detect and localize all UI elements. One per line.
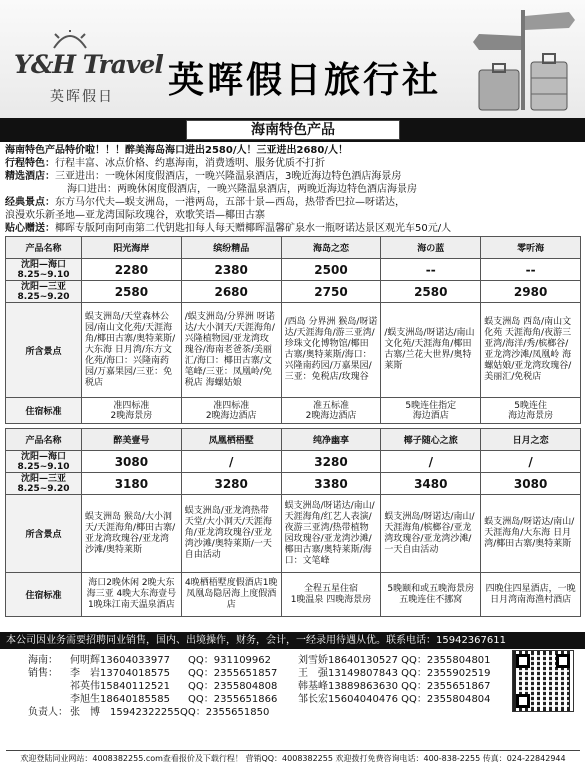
header-cell: 产品名称 (6, 429, 82, 451)
list-item (28, 680, 491, 693)
price-cell: 2580 (82, 281, 182, 303)
price-cell: 2980 (481, 281, 581, 303)
list-item (28, 693, 491, 706)
product-name: 阳光海岸 (82, 237, 182, 259)
contact-second: 邹长宏15604040476 QQ：2355804804 (298, 694, 491, 705)
spots-cell: /西岛 分界洲 猴岛/呀诺达/天涯海角/游三亚湾/珍珠文化博物馆/椰田古寨/奥特莱斯/海口：兴隆南药园/万嘉果园/三亚：免税店/玫瑰谷 (281, 303, 381, 398)
contact-qq: QQ：2355804808 (188, 681, 278, 692)
spots-cell: /蜈支洲岛/分界洲 呀诺达/大小洞天/天涯海角/兴隆植物园/亚龙湾玫瑰谷/海南老爸茶/美丽汇/海口：椰田古寨/文笔峰/三亚：凤凰岭/免税店 海螺姑娘 (181, 303, 281, 398)
sun-icon (50, 30, 90, 50)
intro-features (5, 157, 581, 170)
hotel-cell: 5晚连住 海边海景房 (481, 398, 581, 424)
product-name: 凤凰栖梧墅 (181, 429, 281, 451)
recruit-notice: 本公司因业务需要招聘同业销售，国内、出境操作，财务，会计，一经录用待遇从优。联系电话：15942367611 (0, 632, 585, 649)
section-banner (0, 118, 585, 142)
spots-cell: 蜈支洲岛/亚龙湾热带天堂/大小洞天/天涯海角/亚龙湾玫瑰谷/亚龙湾沙滩/奥特莱斯/一天自由活动 (181, 495, 281, 573)
agency-name: 英晖假日旅行社 (168, 60, 442, 101)
logo-chinese-name: 英晖假日 (50, 89, 114, 105)
price-cell: 3180 (82, 473, 182, 495)
company-logo (14, 36, 164, 106)
spots-cell: 蜈支洲岛 西岛/南山文化苑 天涯海角/夜游三亚湾/海洋/秀/槟榔谷/亚龙湾沙滩/凤凰岭 海螺姑娘/亚龙湾玫瑰谷/美丽汇/免税店 (481, 303, 581, 398)
table-row (6, 451, 581, 473)
contact-qq: QQ：2355651857 (188, 668, 278, 679)
table-row (6, 429, 581, 451)
table-row (6, 259, 581, 281)
intro-label: 精选酒店： (5, 171, 55, 182)
qr-corner (516, 654, 530, 668)
list-item (28, 706, 491, 719)
hotel-cell: 5晚颐和或五晚海景房 五晚连住不挪窝 (381, 573, 481, 617)
price-cell: 3280 (181, 473, 281, 495)
table-row (6, 398, 581, 424)
intro-gifts (5, 222, 581, 235)
intro-label: 贴心赠送： (5, 223, 55, 234)
intro-line: 三亚进出：一晚休闲度假酒店，一晚兴隆温泉酒店，3晚近海边特色酒店海景房 (55, 171, 402, 182)
list-item (28, 667, 491, 680)
contact-second: 刘雪娇18640130527 QQ：2355804801 (298, 655, 491, 666)
contact-name: 张 博 (70, 707, 100, 718)
intro-line: 海南特色产品特价啦！！！醉美海岛海口进出2580/人！三亚进出2680/人！ (5, 145, 348, 156)
contact-second: 韩基峰13889863630 QQ：2355651867 (298, 681, 491, 692)
hotel-cell: 准五标准 2晚海边酒店 (281, 398, 381, 424)
table-row (6, 495, 581, 573)
spots-label: 所含景点 (6, 303, 82, 398)
hotel-cell: 四晚住四星酒店，一晚 日月湾南海渔村酒店 (481, 573, 581, 617)
table-row (6, 303, 581, 398)
product-name: 醉美壹号 (82, 429, 182, 451)
route-label: 沈阳—海口 8.25~9.10 (6, 451, 82, 473)
intro-hotels (5, 170, 581, 183)
header (0, 0, 585, 118)
bottom-contact-line: 欢迎登陆同业网站：4008382255.com查看报价及下载行程！ 营销QQ：4008382255 欢迎拨打免费咨询电话：400-838-2255 传真：024-22842944 (6, 750, 580, 766)
hotel-cell: 5晚连住指定 海边酒店 (381, 398, 481, 424)
price-cell: 2380 (181, 259, 281, 281)
product-name: 零听海 (481, 237, 581, 259)
intro-label: 经典景点： (5, 197, 55, 208)
spots-cell: 蜈支洲岛/呀诺达/南山/天涯海角/槟榔谷/亚龙湾玫瑰谷/亚龙湾沙滩/一天自由活动 (381, 495, 481, 573)
contacts-list (28, 654, 491, 719)
spots-label: 所含景点 (6, 495, 82, 573)
contact-role: 负责人： (28, 707, 68, 718)
intro-spots (5, 196, 581, 209)
route-label: 沈阳—三亚 8.25~9.20 (6, 473, 82, 495)
hotel-cell: 全程五星住宿 1晚温泉 四晚海景房 (281, 573, 381, 617)
price-cell: 2680 (181, 281, 281, 303)
price-cell: 2750 (281, 281, 381, 303)
intro-label: 行程特色： (5, 158, 55, 169)
price-cell: 3480 (381, 473, 481, 495)
qr-corner (516, 694, 530, 708)
table-row (6, 237, 581, 259)
price-cell: / (181, 451, 281, 473)
product-name: 海の蓝 (381, 237, 481, 259)
contact-role: 海南： (28, 655, 58, 666)
intro-line: 东方马尔代夫—蜈支洲岛，一港两岛，五部十景—西岛，热带香巴拉—呀诺达， (55, 197, 405, 208)
intro-line: 海口进出：两晚休闲度假酒店，一晚兴隆温泉酒店，两晚近海边特色酒店海景房 (67, 184, 417, 195)
route-label: 沈阳—三亚 8.25~9.20 (6, 281, 82, 303)
spots-cell: 蜈支洲岛/天堂森林公园/南山文化苑/天涯海角/椰田古寨/奥特莱斯/大东海 日月湾/东方文化苑/海口：兴隆南药园/万嘉果园/三亚：免税店 (82, 303, 182, 398)
hotel-label: 住宿标准 (6, 398, 82, 424)
product-table-1 (5, 236, 581, 424)
product-name: 椰子随心之旅 (381, 429, 481, 451)
intro-hotels-2 (5, 183, 581, 196)
price-cell: 2500 (281, 259, 381, 281)
route-label: 沈阳—海口 8.25~9.10 (6, 259, 82, 281)
contact-role: 销售： (28, 668, 58, 679)
luggage-signpost-icon (469, 6, 579, 114)
hotel-cell: 准四标准 2晚海边酒店 (181, 398, 281, 424)
intro-block (5, 144, 581, 235)
contact-role (28, 693, 70, 706)
price-cell: 2280 (82, 259, 182, 281)
product-table-2 (5, 428, 581, 617)
contact-name-phone: 祁英伟15840112521 (70, 681, 170, 692)
hotel-cell: 4晚栖梧墅度假酒店1晚凤凰岛隐居海上度假酒店 (181, 573, 281, 617)
product-name: 日月之恋 (481, 429, 581, 451)
hotel-cell: 海口2晚休闲 2晚大东海三亚 4晚大东海壹号 1晚珠江南天温泉酒店 (82, 573, 182, 617)
price-cell: 3080 (82, 451, 182, 473)
contact-name-phone: 李 岩13704018575 (70, 668, 170, 679)
spots-cell: 蜈支洲岛/呀诺达/南山/天涯海角/红艺人表演/夜游三亚湾/热带植物园玫瑰谷/亚龙湾沙滩/椰田古寨/奥特莱斯/海口：文笔峰 (281, 495, 381, 573)
contact-phone-qq: 15942322255QQ：2355651850 (110, 707, 270, 718)
price-cell: -- (481, 259, 581, 281)
product-name: 缤纷精品 (181, 237, 281, 259)
contact-qq: QQ：2355651866 (188, 694, 278, 705)
logo-text: Y&H Travel (14, 50, 163, 79)
hotel-label: 住宿标准 (6, 573, 82, 617)
price-cell: 2580 (381, 281, 481, 303)
price-cell: -- (381, 259, 481, 281)
price-cell: / (481, 451, 581, 473)
hotel-cell: 准四标准 2晚海景房 (82, 398, 182, 424)
contact-role (28, 680, 70, 693)
product-name: 海岛之恋 (281, 237, 381, 259)
intro-headline (5, 144, 581, 157)
price-cell: 3080 (481, 473, 581, 495)
list-item (28, 654, 491, 667)
contact-name-phone: 何明辉13604033977 (70, 655, 170, 666)
qr-code-icon (512, 650, 574, 712)
product-name: 纯净幽享 (281, 429, 381, 451)
qr-corner (556, 654, 570, 668)
intro-line: 椰晖专版阿南阿南第二代钥匙扣每人每天赠椰晖温馨矿泉水一瓶呀诺达景区观光车50元/人 (55, 223, 452, 234)
spots-cell: /蜈支洲岛/呀诺达/南山文化苑/天涯海角/椰田古寨/兰花大世界/奥特莱斯 (381, 303, 481, 398)
intro-spots-2 (5, 209, 581, 222)
price-cell: 3280 (281, 451, 381, 473)
table-row (6, 281, 581, 303)
spots-cell: 蜈支洲岛/呀诺达/南山/天涯海角/大东海 日月湾/椰田古寨/奥特莱斯 (481, 495, 581, 573)
price-cell: / (381, 451, 481, 473)
header-cell: 产品名称 (6, 237, 82, 259)
table-row (6, 473, 581, 495)
intro-line: 行程丰富、冰点价格、约惠海南，消费透明、服务优质不打折 (55, 158, 325, 169)
contact-name-phone: 李旭生18640185585 (70, 694, 170, 705)
section-title: 海南特色产品 (186, 120, 400, 140)
spots-cell: 蜈支洲岛 猴岛/大小洞天/天涯海角/椰田古寨/亚龙湾玫瑰谷/亚龙湾沙滩/奥特莱斯 (82, 495, 182, 573)
intro-line: 浪漫欢乐新圣地—亚龙湾国际玫瑰谷，欢歌笑语—椰田古寨 (5, 210, 265, 221)
contact-qq: QQ：931109962 (188, 655, 272, 666)
contact-second: 王 强13149807843 QQ：2355902519 (298, 668, 491, 679)
table-row (6, 573, 581, 617)
price-cell: 3380 (281, 473, 381, 495)
